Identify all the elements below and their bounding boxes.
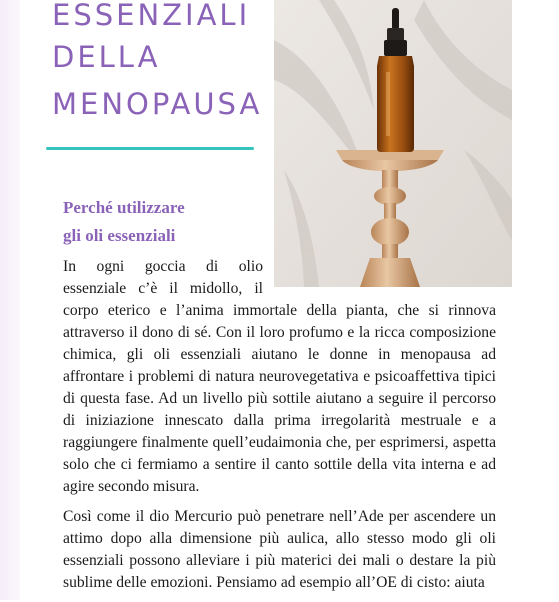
article-body [63, 256, 496, 602]
photo-wrap-spacer [263, 256, 496, 300]
section-subheading [63, 194, 185, 250]
subheading-line-1: Perché utilizzare [63, 198, 185, 217]
body-paragraph-2: Così come il dio Mercurio può penetrare nell’Ade per ascendere un attimo dopo alla dimensione più aulica, allo stesso modo gli oli essenziali possono alleviare i più materici dei mali o destare la più sublime delle emozioni. Pensiamo ad esempio all’OE di cisto: aiuta [63, 508, 496, 591]
body-paragraph-1: In ogni goccia di olio essenziale c’è il midollo, il corpo eterico e l’anima immortale della pianta, che si rinnova attraverso il dono di sé. Con il loro profumo e la ricca composizione chimica, gli oli essenziali aiutano le donne in menopausa ad affrontare i problemi di natura neurovegetativa e psicoaffettiva tipici di questa fase. Ad un livello più sottile aiutano a seguire il percorso di iniziazione innescato dalla prima irregolarità mestruale e a raggiungere finalmente quell’eudaimonia che, per esprimersi, aspetta solo che ci fermiamo a sentire il canto sottile della vita interna e ad agire secondo misura. [63, 258, 496, 495]
title-line-2: DELLA [52, 40, 161, 74]
title-line-3: MENOPAUSA [52, 87, 263, 121]
title-underline [46, 147, 254, 150]
title-line-1: ESSENZIALI [52, 0, 251, 32]
subheading-line-2: gli oli essenziali [63, 226, 176, 245]
article-title [52, 0, 262, 125]
page-edge [0, 0, 20, 600]
essential-oil-bottle-photo [274, 0, 512, 287]
